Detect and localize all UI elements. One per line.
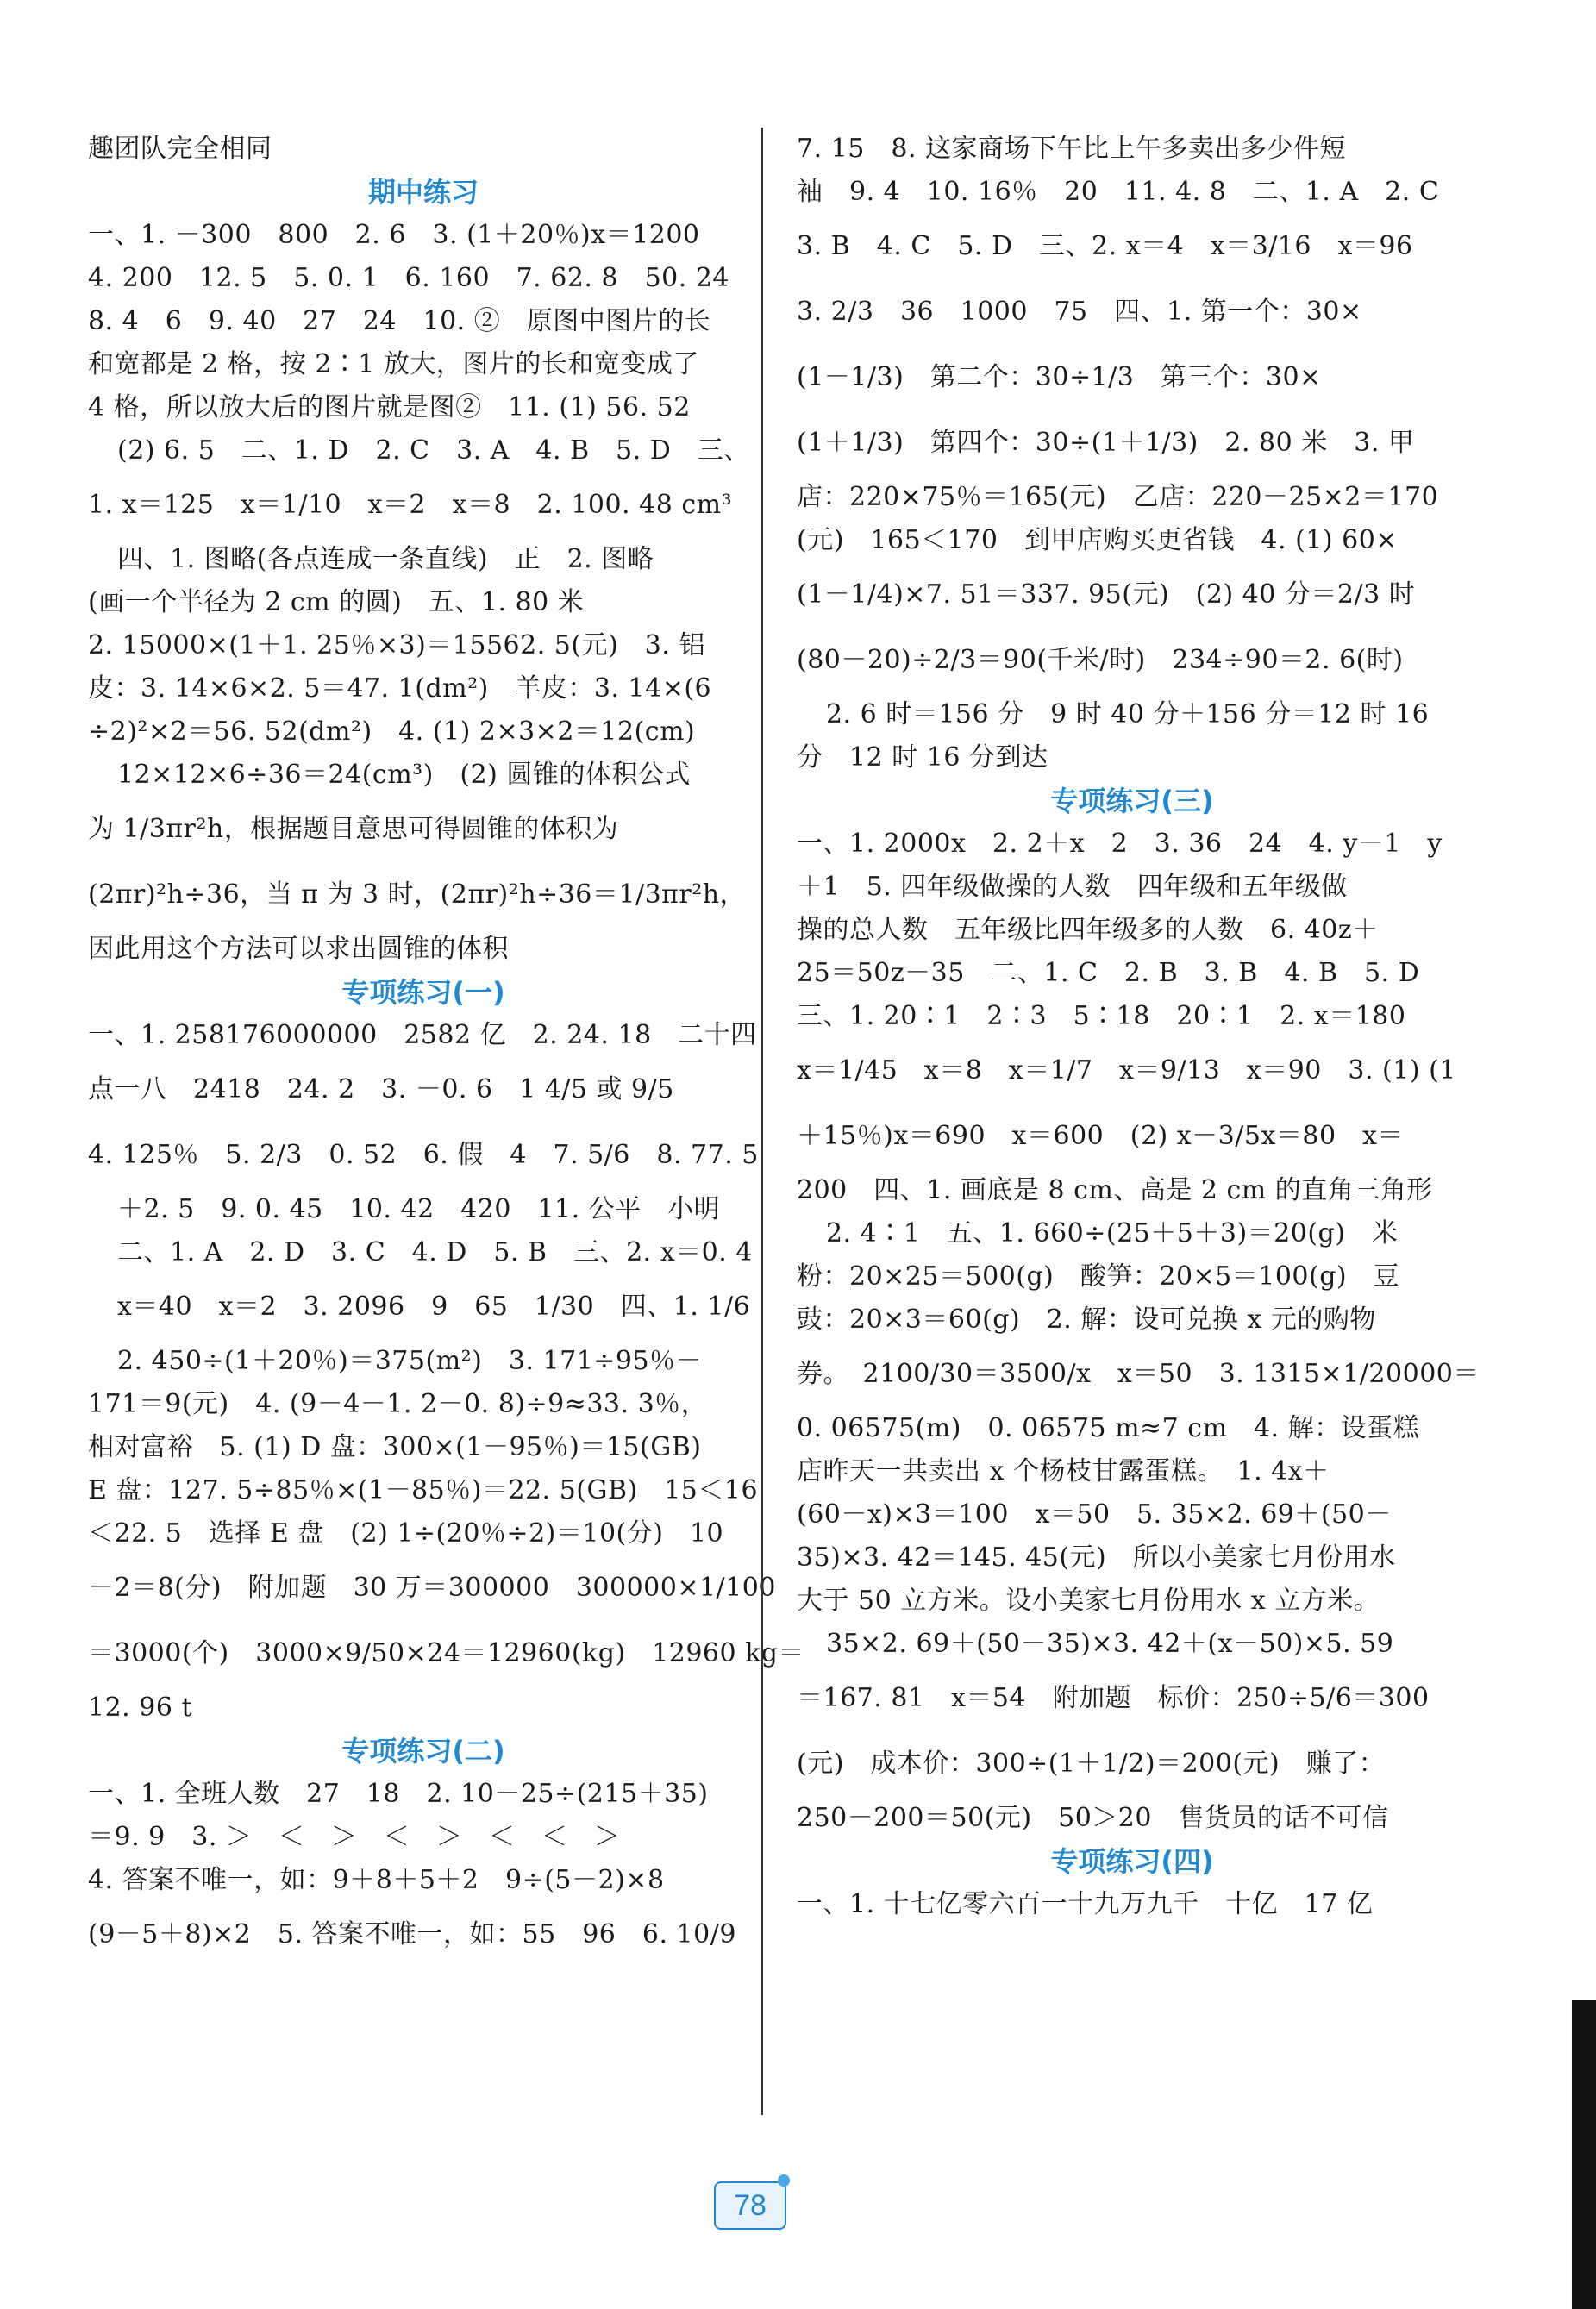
text-line: 店：220×75％＝165(元) 乙店：220－25×2＝170 [797,482,1439,512]
section-title-special-4: 专项练习(四) [1050,1845,1214,1878]
text-line: 分 12 时 16 分到达 [797,742,1048,773]
text-line: E 盘：127. 5÷85％×(1－85％)＝22. 5(GB) 15＜16 [88,1475,759,1505]
page-number-decoration-icon [778,2174,790,2187]
text-line: 四、1. 图略(各点连成一条直线) 正 2. 图略 [117,544,654,574]
section-title-special-2: 专项练习(二) [341,1735,505,1768]
text-line: 25＝50z－35 二、1. C 2. B 3. B 4. B 5. D [797,958,1420,988]
text-line: 一、1. 全班人数 27 18 2. 10－25÷(215＋35) [88,1779,709,1809]
text-line: (80－20)÷2/3＝90(千米/时) 234÷90＝2. 6(时) [797,645,1404,675]
text-line: ÷2)²×2＝56. 52(dm²) 4. (1) 2×3×2＝12(cm) [88,716,696,747]
text-line: 2. 4∶1 五、1. 660÷(25＋5＋3)＝20(g) 米 [826,1218,1399,1248]
text-line: 35×2. 69＋(50－35)×3. 42＋(x－50)×5. 59 [826,1629,1394,1659]
text-line: 点一八 2418 24. 2 3. －0. 6 1 4/5 或 9/5 [88,1074,674,1104]
text-line: 1. x＝125 x＝1/10 x＝2 x＝8 2. 100. 48 cm³ [88,490,733,520]
text-line: (1－1/3) 第二个：30÷1/3 第三个：30× [797,362,1322,392]
text-line: (元) 165＜170 到甲店购买更省钱 4. (1) 60× [797,525,1398,555]
text-line: ＋2. 5 9. 0. 45 10. 42 420 11. 公平 小明 [117,1194,721,1224]
text-line: 12×12×6÷36＝24(cm³) (2) 圆锥的体积公式 [117,760,691,790]
text-line: 一、1. 2000x 2. 2＋x 2 3. 36 24 4. y－1 y [797,829,1443,859]
text-line: ＋1 5. 四年级做操的人数 四年级和五年级做 [797,872,1348,902]
text-line: 3. 2/3 36 1000 75 四、1. 第一个：30× [797,297,1362,327]
text-line: 4. 125％ 5. 2/3 0. 52 6. 假 4 7. 5/6 8. 77. 5 [88,1140,759,1170]
text-line: ＝167. 81 x＝54 附加题 标价：250÷5/6＝300 [797,1683,1430,1713]
text-line: (1＋1/3) 第四个：30÷(1＋1/3) 2. 80 米 3. 甲 [797,428,1415,458]
text-line: 相对富裕 5. (1) D 盘：300×(1－95％)＝15(GB) [88,1432,702,1462]
text-line: 一、1. 258176000000 2582 亿 2. 24. 18 二十四 [88,1020,757,1050]
text-line: ＜22. 5 选择 E 盘 (2) 1÷(20％÷2)＝10(分) 10 [88,1518,724,1549]
text-line: (元) 成本价：300÷(1＋1/2)＝200(元) 赚了： [797,1749,1386,1779]
section-title-special-3: 专项练习(三) [1050,785,1214,817]
text-line: 和宽都是 2 格，按 2∶1 放大，图片的长和宽变成了 [88,349,699,379]
page-number-badge: 78 [714,2181,786,2230]
left-column [88,128,804,1968]
text-line: 2. 450÷(1＋20％)＝375(m²) 3. 171÷95％－ [117,1346,703,1376]
text-line: 4. 答案不唯一，如：9＋8＋5＋2 9÷(5－2)×8 [88,1865,665,1895]
text-line: 粉：20×25＝500(g) 酸笋：20×5＝100(g) 豆 [797,1261,1400,1292]
text-line: 12. 96 t [88,1693,193,1723]
text-line: 171＝9(元) 4. (9－4－1. 2－0. 8)÷9≈33. 3％， [88,1389,708,1419]
text-line: x＝40 x＝2 3. 2096 9 65 1/30 四、1. 1/6 [117,1292,751,1322]
text-line: 券。 2100/30＝3500/x x＝50 3. 1315×1/20000＝ [797,1359,1480,1389]
text-line: (2) 6. 5 二、1. D 2. C 3. A 4. B 5. D 三、 [117,435,750,466]
text-line: 2. 15000×(1＋1. 25％×3)＝15562. 5(元) 3. 铝 [88,630,705,660]
text-line: ＋15％)x＝690 x＝600 (2) x－3/5x＝80 x＝ [797,1121,1404,1151]
text-line: 因此用这个方法可以求出圆锥的体积 [88,934,509,964]
text-line: 三、1. 20∶1 2∶3 5∶18 20∶1 2. x＝180 [797,1001,1406,1031]
text-line: 250－200＝50(元) 50＞20 售货员的话不可信 [797,1803,1389,1833]
text-line: (9－5＋8)×2 5. 答案不唯一，如：55 96 6. 10/9 [88,1919,736,1949]
scan-edge-shadow [1572,2000,1596,2309]
text-line: 豉：20×3＝60(g) 2. 解：设可兑换 x 元的购物 [797,1305,1376,1335]
text-line: 一、1. 十七亿零六百一十九万九千 十亿 17 亿 [797,1889,1374,1919]
text-line: 袖 9. 4 10. 16％ 20 11. 4. 8 二、1. A 2. C [797,177,1440,207]
text-line: x＝1/45 x＝8 x＝1/7 x＝9/13 x＝90 3. (1) (1 [797,1055,1456,1086]
text-line: ＝9. 9 3. ＞ ＜ ＞ ＜ ＞ ＜ ＜ ＞ [88,1822,621,1852]
text-line: (画一个半径为 2 cm 的圆) 五、1. 80 米 [88,587,585,617]
text-line: 趣团队完全相同 [88,134,272,164]
text-line: 一、1. －300 800 2. 6 3. (1＋20％)x＝1200 [88,220,700,250]
right-column [797,128,1480,1926]
text-line: －2＝8(分) 附加题 30 万＝300000 300000×1/100 [88,1573,776,1603]
text-line: 0. 06575(m) 0. 06575 m≈7 cm 4. 解：设蛋糕 [797,1413,1420,1443]
text-line: (60－x)×3＝100 x＝50 5. 35×2. 69＋(50－ [797,1499,1392,1530]
text-line: 大于 50 立方米。设小美家七月份用水 x 立方米。 [797,1586,1380,1616]
text-line: 为 1/3πr²h，根据题目意思可得圆锥的体积为 [88,814,619,844]
text-line: 8. 4 6 9. 40 27 24 10. ② 原图中图片的长 [88,306,711,336]
text-line: 店昨天一共卖出 x 个杨枝甘露蛋糕。 1. 4x＋ [797,1456,1330,1486]
text-line: 2. 6 时＝156 分 9 时 40 分＋156 分＝12 时 16 [826,699,1430,729]
text-line: (1－1/4)×7. 51＝337. 95(元) (2) 40 分＝2/3 时 [797,579,1416,610]
text-line: 200 四、1. 画底是 8 cm、高是 2 cm 的直角三角形 [797,1175,1433,1205]
text-line: 操的总人数 五年级比四年级多的人数 6. 40z＋ [797,915,1379,945]
text-line: 4. 200 12. 5 5. 0. 1 6. 160 7. 62. 8 50. 24 [88,263,729,293]
text-line: 4 格，所以放大后的图片就是图② 11. (1) 56. 52 [88,392,691,422]
text-line: (2πr)²h÷36，当 π 为 3 时，(2πr)²h÷36＝1/3πr²h， [88,879,747,910]
section-title-midterm: 期中练习 [367,176,479,209]
section-title-special-1: 专项练习(一) [341,976,505,1009]
text-line: 3. B 4. C 5. D 三、2. x＝4 x＝3/16 x＝96 [797,231,1413,261]
text-line: ＝3000(个) 3000×9/50×24＝12960(kg) 12960 kg＝ [88,1638,804,1668]
text-line: 二、1. A 2. D 3. C 4. D 5. B 三、2. x＝0. 4 [117,1237,753,1267]
text-line: 7. 15 8. 这家商场下午比上午多卖出多少件短 [797,134,1346,164]
text-line: 35)×3. 42＝145. 45(元) 所以小美家七月份用水 [797,1542,1396,1573]
column-divider [761,128,763,2115]
text-line: 皮：3. 14×6×2. 5＝47. 1(dm²) 羊皮：3. 14×(6 [88,673,712,704]
